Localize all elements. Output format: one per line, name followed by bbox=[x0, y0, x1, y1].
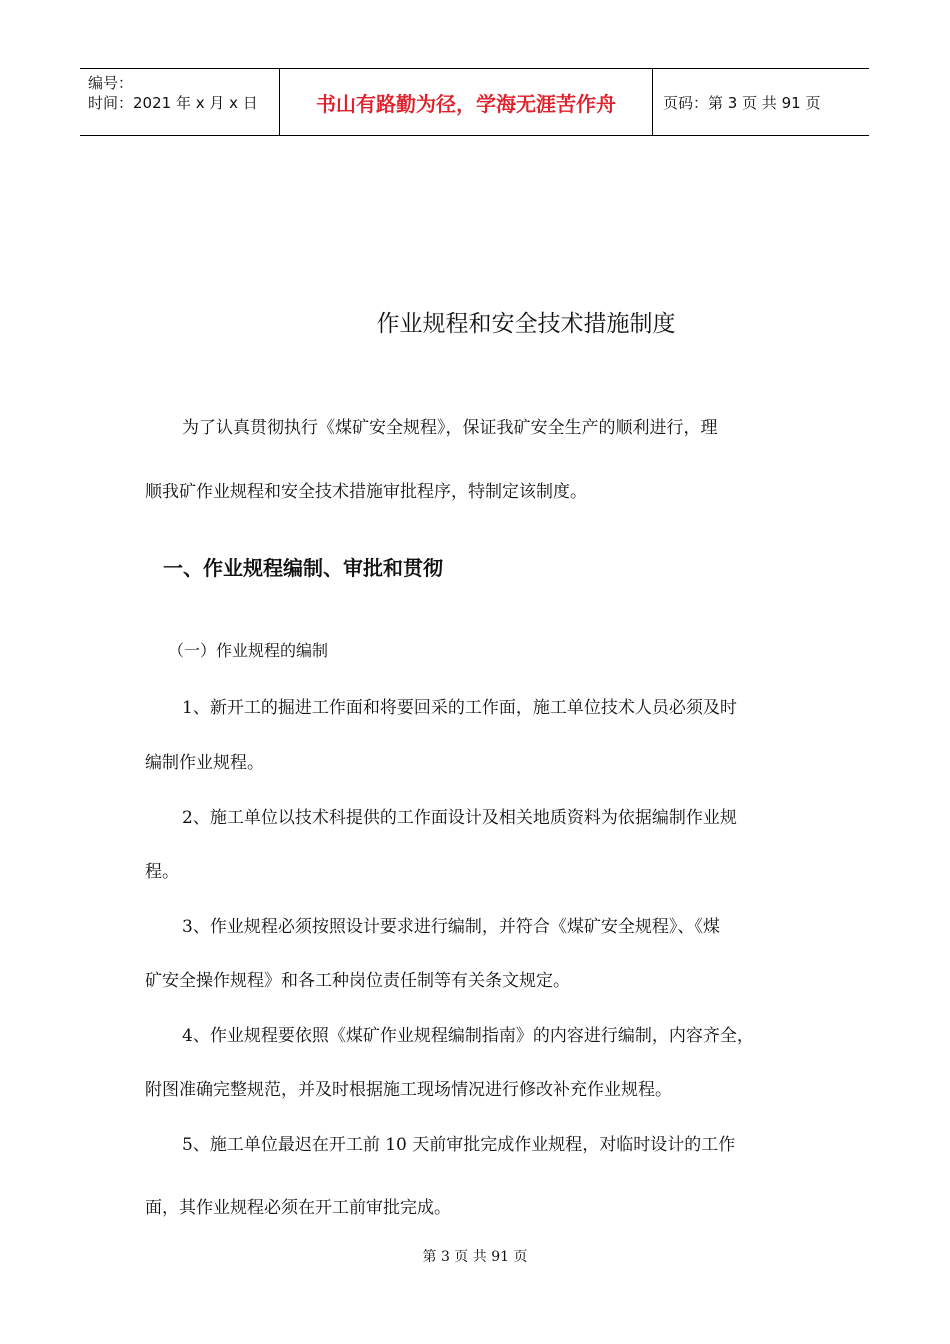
list-item-5-line-2: 面，其作业规程必须在开工前审批完成。 bbox=[145, 1198, 451, 1218]
time-label: 时间：2021 年 x 月 x 日 bbox=[88, 94, 258, 112]
number-label: 编号： bbox=[88, 74, 134, 92]
list-item-4-line-1: 4、作业规程要依照《煤矿作业规程编制指南》的内容进行编制，内容齐全， bbox=[182, 1026, 754, 1046]
intro-line-2: 顺我矿作业规程和安全技术措施审批程序，特制定该制度。 bbox=[145, 482, 587, 502]
header-meta bbox=[80, 69, 280, 135]
header-page-info: 页码：第 3 页 共 91 页 bbox=[663, 93, 821, 112]
section-heading: 一、作业规程编制、审批和贯彻 bbox=[163, 556, 443, 580]
list-item-4-line-2: 附图准确完整规范，并及时根据施工现场情况进行修改补充作业规程。 bbox=[145, 1080, 672, 1100]
list-item-1-line-1: 1、新开工的掘进工作面和将要回采的工作面，施工单位技术人员必须及时 bbox=[182, 698, 737, 718]
page-header bbox=[80, 68, 869, 136]
page-footer: 第 3 页 共 91 页 bbox=[422, 1249, 528, 1265]
list-item-2-line-2: 程。 bbox=[145, 862, 179, 882]
header-motto: 书山有路勤为径，学海无涯苦作舟 bbox=[280, 69, 653, 135]
document-title: 作业规程和安全技术措施制度 bbox=[376, 311, 676, 337]
list-item-5-line-1: 5、施工单位最迟在开工前 10 天前审批完成作业规程，对临时设计的工作 bbox=[182, 1135, 736, 1155]
list-item-3-line-2: 矿安全操作规程》和各工种岗位责任制等有关条文规定。 bbox=[145, 971, 570, 991]
subsection-heading: （一）作业规程的编制 bbox=[168, 641, 329, 660]
list-item-3-line-1: 3、作业规程必须按照设计要求进行编制，并符合《煤矿安全规程》、《煤 bbox=[182, 917, 720, 937]
intro-line-1: 为了认真贯彻执行《煤矿安全规程》，保证我矿安全生产的顺利进行，理 bbox=[182, 418, 718, 438]
list-item-1-line-2: 编制作业规程。 bbox=[145, 753, 264, 773]
list-item-2-line-1: 2、施工单位以技术科提供的工作面设计及相关地质资料为依据编制作业规 bbox=[182, 808, 737, 828]
